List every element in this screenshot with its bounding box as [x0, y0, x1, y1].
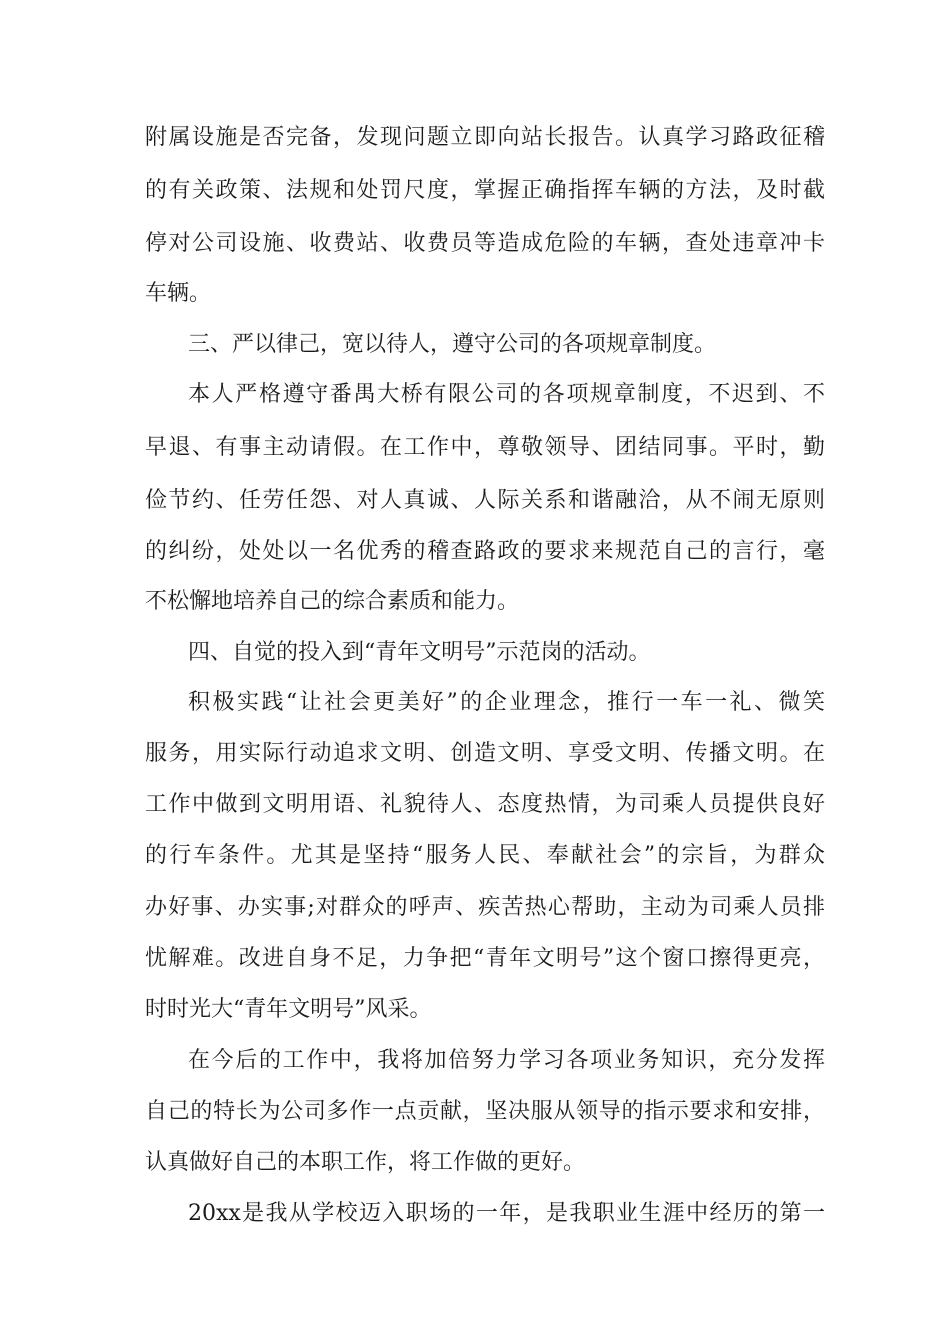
text-line: 忧解难。改进自身不足，力争把“青年文明号”这个窗口擦得更亮， — [145, 946, 825, 971]
text-line: 服务，用实际行动追求文明、创造文明、享受文明、传播文明。在 — [145, 741, 825, 766]
text-line: 不松懈地培养自己的综合素质和能力。 — [145, 589, 520, 614]
text-line: 20xx是我从学校迈入职场的一年，是我职业生涯中经历的第一 — [188, 1201, 825, 1226]
text-line: 办好事、办实事;对群众的呼声、疾苦热心帮助，主动为司乘人员排 — [145, 895, 825, 920]
text-line: 工作中做到文明用语、礼貌待人、态度热情，为司乘人员提供良好 — [145, 792, 825, 817]
text-line: 的行车条件。尤其是坚持“服务人民、奉献社会”的宗旨，为群众 — [145, 843, 825, 868]
section-heading: 四、自觉的投入到“青年文明号”示范岗的活动。 — [188, 640, 651, 665]
text-line: 本人严格遵守番禺大桥有限公司的各项规章制度，不迟到、不 — [188, 382, 825, 407]
text-line: 在今后的工作中，我将加倍努力学习各项业务知识，充分发挥 — [188, 1048, 825, 1073]
text-line: 的纠纷，处处以一名优秀的稽查路政的要求来规范自己的言行，毫 — [145, 539, 825, 564]
text-line: 的有关政策、法规和处罚尺度，掌握正确指挥车辆的方法，及时截 — [145, 178, 825, 203]
section-heading: 三、严以律己，宽以待人，遵守公司的各项规章制度。 — [188, 332, 717, 357]
text-line: 俭节约、任劳任怨、对人真诚、人际关系和谐融洽，从不闹无原则 — [145, 488, 825, 513]
text-line: 认真做好自己的本职工作，将工作做的更好。 — [145, 1150, 586, 1175]
text-line: 时时光大“青年文明号”风采。 — [145, 997, 432, 1022]
text-line: 自己的特长为公司多作一点贡献，坚决服从领导的指示要求和安排， — [145, 1099, 825, 1124]
text-line: 积极实践“让社会更美好”的企业理念，推行一车一礼、微笑 — [188, 690, 825, 715]
text-line: 附属设施是否完备，发现问题立即向站长报告。认真学习路政征稽 — [145, 125, 825, 150]
text-line: 车辆。 — [145, 281, 212, 306]
text-line: 停对公司设施、收费站、收费员等造成危险的车辆，查处违章冲卡 — [145, 231, 825, 256]
text-line: 早退、有事主动请假。在工作中，尊敬领导、团结同事。平时，勤 — [145, 435, 825, 460]
